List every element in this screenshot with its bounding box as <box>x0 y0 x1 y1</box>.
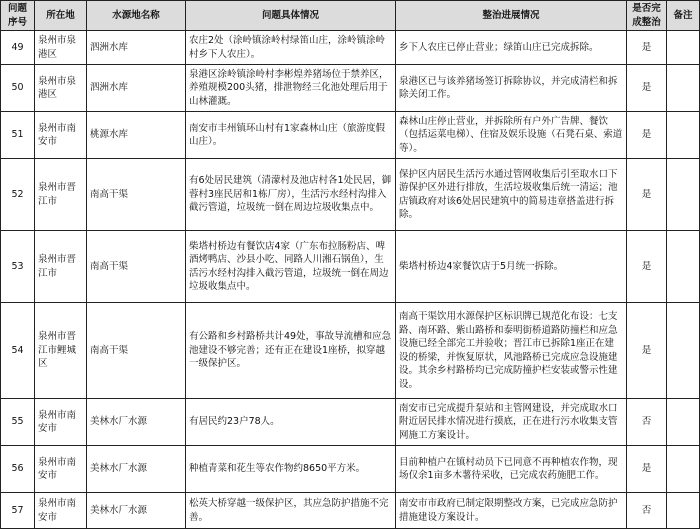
cell-note <box>667 65 700 112</box>
col-header-done: 是否完成整治 <box>627 1 667 31</box>
cell-done: 是 <box>627 446 667 493</box>
cell-note <box>667 231 700 303</box>
cell-source: 南高干渠 <box>87 159 186 231</box>
cell-note <box>667 112 700 159</box>
cell-done: 否 <box>627 399 667 446</box>
cell-no: 56 <box>1 446 35 493</box>
cell-location: 泉州市晋江市鲤城区 <box>35 303 87 399</box>
cell-source: 泗洲水库 <box>87 65 186 112</box>
header-row <box>1 1 700 31</box>
cell-progress: 乡下人农庄已停止营业；绿笛山庄已完成拆除。 <box>396 31 627 65</box>
cell-issue: 有公路和乡村路桥共计49处，事故导流槽和应急池建设不够完善；还有正在建设1座桥，拟穿越一级保护区。 <box>186 303 396 399</box>
cell-progress: 南安市已完成提升泵站和主管网建设，并完成取水口附近居民排水情况进行摸底，正在进行污水收集支管网施工方案设计。 <box>396 399 627 446</box>
table-row <box>1 65 700 112</box>
cell-issue: 松英大桥穿越一级保护区，其应急防护措施不完善。 <box>186 493 396 529</box>
cell-no: 55 <box>1 399 35 446</box>
cell-location: 泉州市南安市 <box>35 493 87 529</box>
cell-source: 泗洲水库 <box>87 31 186 65</box>
cell-issue: 有6处居民建筑（清濛村及池店村各1处民居，御蓉村3座民居和1栋厂房），生活污水经村沟排入截污管道，垃圾统一倒在周边垃圾收集点中。 <box>186 159 396 231</box>
col-header-location: 所在地 <box>35 1 87 31</box>
cell-done: 是 <box>627 65 667 112</box>
table-row <box>1 31 700 65</box>
cell-source: 美林水厂水源 <box>87 399 186 446</box>
cell-note <box>667 303 700 399</box>
cell-no: 53 <box>1 231 35 303</box>
cell-source: 美林水厂水源 <box>87 446 186 493</box>
cell-done: 是 <box>627 159 667 231</box>
col-header-source: 水源地名称 <box>87 1 186 31</box>
table-row <box>1 446 700 493</box>
cell-progress: 柴塔村桥边4家餐饮店于5月统一拆除。 <box>396 231 627 303</box>
cell-progress: 南高干渠饮用水源保护区标识牌已规范化布设：七支路、南环路、紫山路桥和泰明街桥道路防撞栏和应急设施已经全部完工并验收；晋江市已拆除1座正在建设的桥梁，并恢复原状，风池路桥已完成应急设施建设。其余乡村路桥均已完成防撞护栏安装或警示性建设。 <box>396 303 627 399</box>
cell-done: 是 <box>627 112 667 159</box>
cell-done: 否 <box>627 493 667 529</box>
table-row <box>1 399 700 446</box>
cell-location: 泉州市南安市 <box>35 112 87 159</box>
table-row <box>1 493 700 529</box>
cell-source: 美林水厂水源 <box>87 493 186 529</box>
cell-no: 57 <box>1 493 35 529</box>
cell-location: 泉州市南安市 <box>35 399 87 446</box>
cell-progress: 泉港区已与该养猪场签订拆除协议，并完成清栏和拆除关闭工作。 <box>396 65 627 112</box>
col-header-issue: 问题具体情况 <box>186 1 396 31</box>
cell-issue: 泉港区涂岭镇涂岭村李彬煌养猪场位于禁养区，养殖规模200头猪，排泄物经三化池处理后用于山林灌溉。 <box>186 65 396 112</box>
cell-no: 50 <box>1 65 35 112</box>
cell-done: 是 <box>627 31 667 65</box>
cell-issue: 种植青菜和花生等农作物约8650平方米。 <box>186 446 396 493</box>
table-row <box>1 112 700 159</box>
cell-issue: 农庄2处（涂岭镇涂岭村绿笛山庄，涂岭镇涂岭村乡下人农庄）。 <box>186 31 396 65</box>
cell-progress: 保护区内居民生活污水通过管网收集后引至取水口下游保护区外进行排放，生活垃圾收集后统一清运；池店镇政府对该6处居民建筑中的简易违章搭盖进行拆除。 <box>396 159 627 231</box>
cell-no: 52 <box>1 159 35 231</box>
cell-location: 泉州市泉港区 <box>35 31 87 65</box>
cell-source: 桃源水库 <box>87 112 186 159</box>
cell-note <box>667 446 700 493</box>
cell-source: 南高干渠 <box>87 303 186 399</box>
cell-done: 是 <box>627 303 667 399</box>
cell-no: 54 <box>1 303 35 399</box>
table-row <box>1 159 700 231</box>
cell-progress: 森林山庄停止营业，并拆除所有户外广告牌、餐饮（包括运菜电梯）、住宿及娱乐设施（石凳石桌、索道等）。 <box>396 112 627 159</box>
table-row <box>1 303 700 399</box>
cell-source: 南高干渠 <box>87 231 186 303</box>
cell-done: 是 <box>627 231 667 303</box>
cell-location: 泉州市晋江市 <box>35 159 87 231</box>
col-header-no: 问题序号 <box>1 1 35 31</box>
cell-issue: 柴塔村桥边有餐饮店4家（广东布拉肠粉店、啤酒烤鸭店、沙县小吃、同路人川湘石锅鱼），生活污水经村沟排入截污管道，垃圾统一倒在周边垃圾收集点中。 <box>186 231 396 303</box>
cell-issue: 有居民约23户78人。 <box>186 399 396 446</box>
cell-no: 49 <box>1 31 35 65</box>
cell-note <box>667 31 700 65</box>
col-header-progress: 整治进展情况 <box>396 1 627 31</box>
cell-note <box>667 399 700 446</box>
cell-location: 泉州市泉港区 <box>35 65 87 112</box>
cell-no: 51 <box>1 112 35 159</box>
cell-progress: 目前种植户在镇村动员下已同意不再种植农作物，现场仅余1亩多木薯待采收，已完成农药施肥工作。 <box>396 446 627 493</box>
table-row <box>1 231 700 303</box>
cell-progress: 南安市市政府已制定限期整改方案，已完成应急防护措施建设方案设计。 <box>396 493 627 529</box>
cell-note <box>667 493 700 529</box>
cell-issue: 南安市丰州镇环山村有1家森林山庄（旅游度假山庄）。 <box>186 112 396 159</box>
col-header-note: 备注 <box>667 1 700 31</box>
cell-location: 泉州市晋江市 <box>35 231 87 303</box>
cell-note <box>667 159 700 231</box>
cell-location: 泉州市南安市 <box>35 446 87 493</box>
